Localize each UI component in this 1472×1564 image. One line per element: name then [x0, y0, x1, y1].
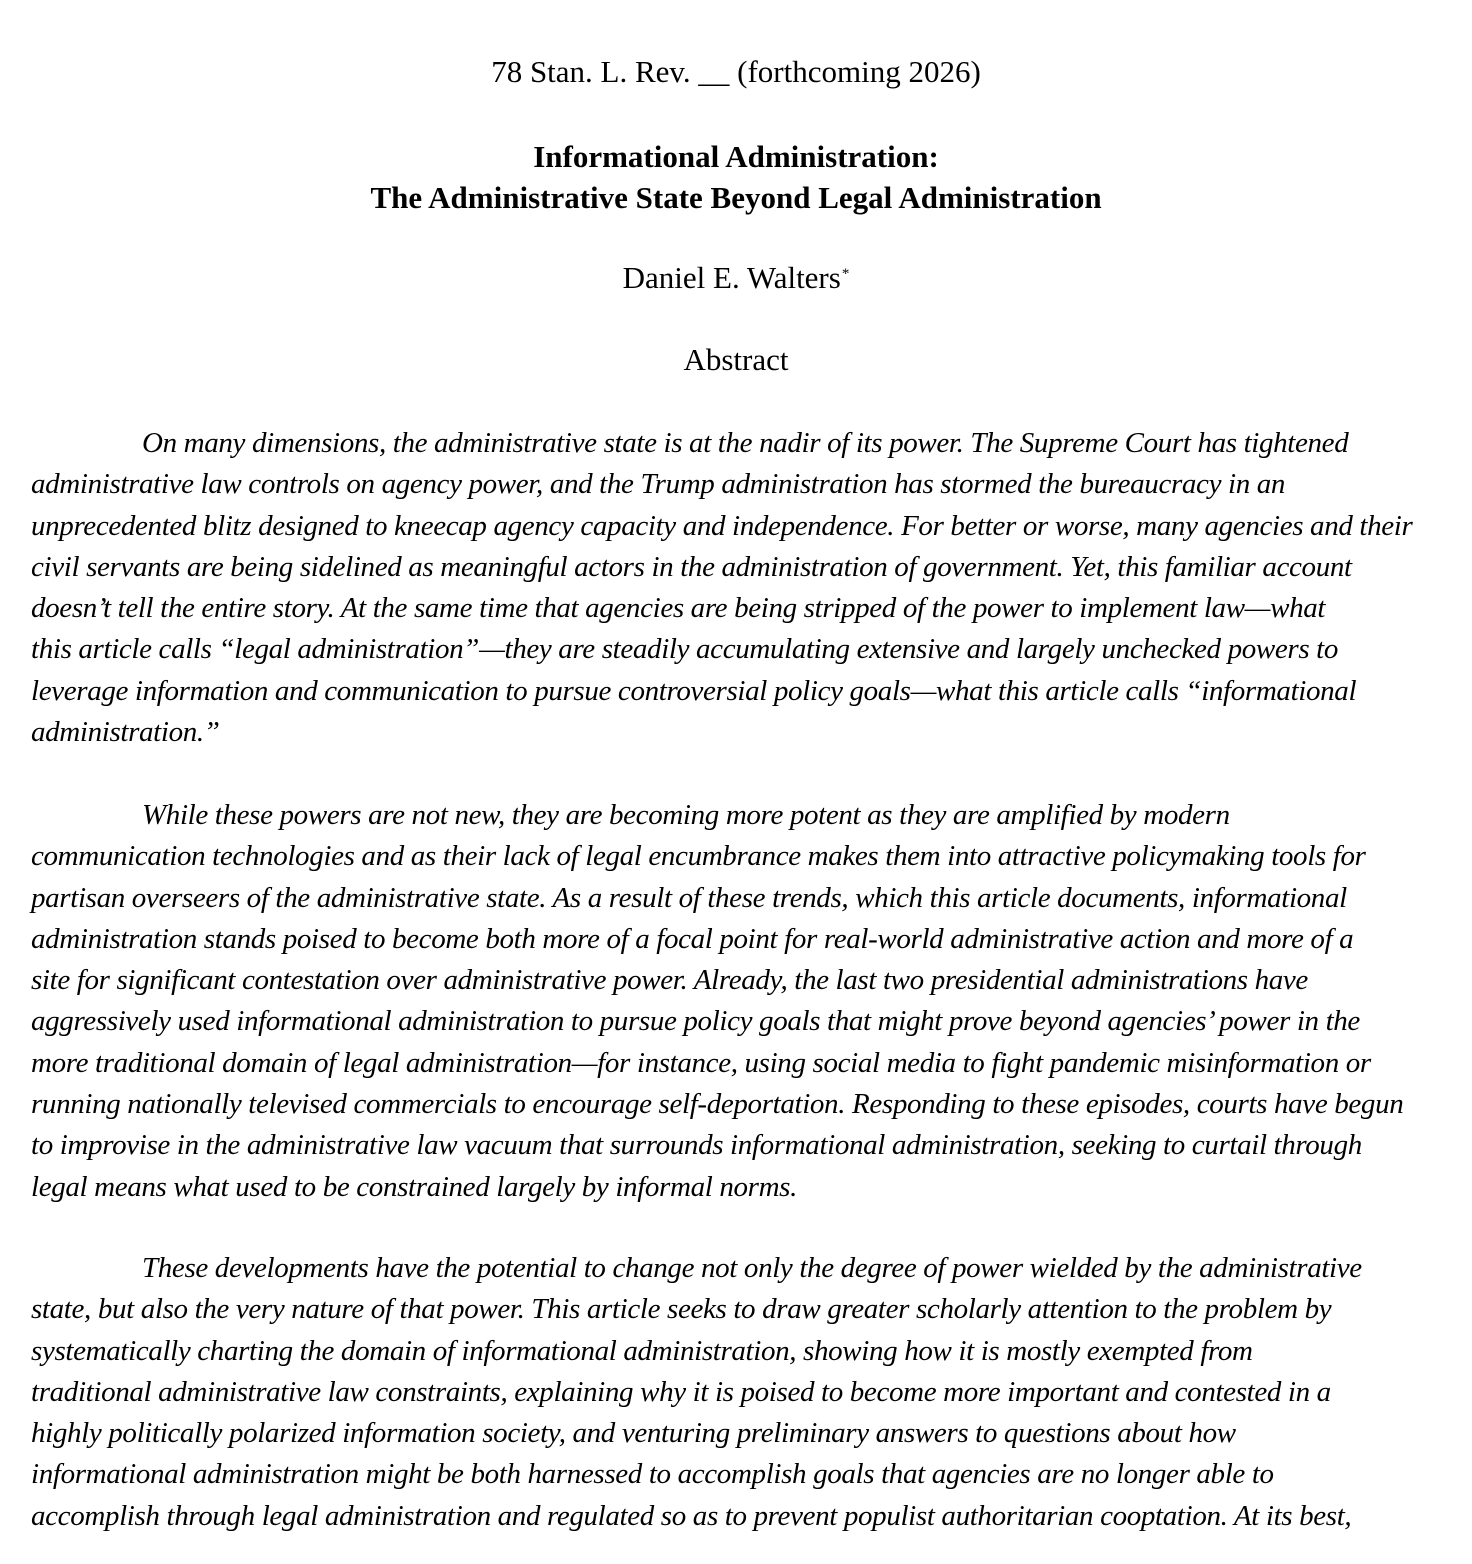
text-line: communication technologies and as their lack of legal encumbrance makes them into attractive policymaking tools for [31, 840, 1366, 873]
text-line: civil servants are being sidelined as meaningful actors in the administration of government. Yet, this familiar account [31, 550, 1352, 583]
text-line: administrative law controls on agency power, and the Trump administration has stormed the bureaucracy in an [31, 468, 1286, 501]
text-line: more traditional domain of legal administration—for instance, using social media to fight pandemic misinformation or [31, 1046, 1371, 1079]
text-line: aggressively used informational administration to pursue policy goals that might prove beyond agencies’ power in the [31, 1005, 1360, 1038]
text-line: While these powers are not new, they are becoming more potent as they are amplified by modern [142, 799, 1230, 831]
author-byline [0, 258, 1472, 298]
text-line: this article calls “legal administration”—they are steadily accumulating extensive and largely unchecked powers to [31, 633, 1339, 666]
text-line: unprecedented blitz designed to kneecap agency capacity and independence. For better or worse, many agencies and their [31, 509, 1413, 542]
author-name: Daniel E. Walters [622, 260, 841, 295]
text-line: These developments have the potential to change not only the degree of power wielded by the administrative [142, 1252, 1362, 1284]
title-line-1: Informational Administration: [533, 139, 939, 174]
text-line: administration stands poised to become both more of a focal point for real-world administrative action and more of a [31, 922, 1354, 955]
title-line-2: The Administrative State Beyond Legal Administration [370, 180, 1102, 215]
text-line: informational administration might be both harnessed to accomplish goals that agencies are no longer able to [31, 1458, 1274, 1491]
article-title [0, 136, 1472, 218]
text-line: partisan overseers of the administrative state. As a result of these trends, which this article documents, informational [31, 881, 1347, 914]
journal-citation: 78 Stan. L. Rev. __ (forthcoming 2026) [491, 54, 981, 89]
text-line: leverage information and communication to pursue controversial policy goals—what this article calls “informational [31, 674, 1357, 707]
text-line: accomplish through legal administration and regulated so as to prevent populist authoritarian cooptation. At its best, [31, 1499, 1352, 1532]
text-line: traditional administrative law constraints, explaining why it is poised to become more important and contested in a [31, 1375, 1331, 1408]
text-line: doesn’t tell the entire story. At the same time that agencies are being stripped of the power to implement law—what [31, 592, 1326, 625]
text-line: running nationally televised commercials to encourage self-deportation. Responding to these episodes, courts have begun [31, 1088, 1404, 1121]
text-line: highly politically polarized information society, and venturing preliminary answers to questions about how [31, 1417, 1236, 1450]
abstract-heading: Abstract [683, 342, 789, 377]
author-footnote-marker[interactable]: * [841, 266, 850, 282]
text-line: On many dimensions, the administrative state is at the nadir of its power. The Supreme Court has tightened [142, 427, 1349, 459]
text-line: administration.” [31, 716, 220, 749]
abstract-paragraph-3 [31, 1248, 1451, 1537]
abstract-paragraph-2 [31, 795, 1451, 1208]
text-line: state, but also the very nature of that power. This article seeks to draw greater scholarly attention to the problem by [31, 1293, 1332, 1326]
text-line: legal means what used to be constrained largely by informal norms. [31, 1170, 798, 1203]
abstract-paragraph-1 [31, 423, 1451, 753]
text-line: systematically charting the domain of informational administration, showing how it is mostly exempted from [31, 1334, 1253, 1367]
text-line: site for significant contestation over administrative power. Already, the last two presidential administrations have [31, 964, 1308, 997]
text-line: to improvise in the administrative law vacuum that surrounds informational administration, seeking to curtail through [31, 1129, 1362, 1162]
